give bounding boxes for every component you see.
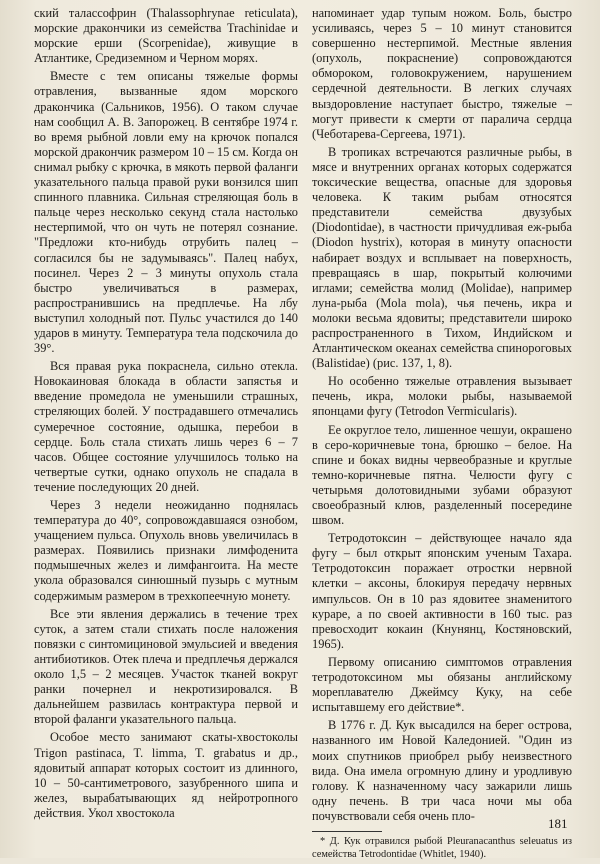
footnote: * Д. Кук отравился рыбой Pleuranacanthus seleuatus из семейства Tetrodontidae (Whitlet, 1940). (312, 835, 572, 860)
paragraph: Тетродотоксин – действующее начало яда фугу – был открыт японским ученым Тахара. Тетродотоксин поражает отростки нервной клетки – аксоны, блокируя передачу нервных импульсов. Он в 10 раз ядовитее знаменитого кураре, а по своей активности в 160 тыс. раз превосходит кокаин (Кнунянц, Костяновский, 1965). (312, 531, 572, 651)
paragraph: Вместе с тем описаны тяжелые формы отравления, вызванные ядом морского дракончика (Сальников, 1956). О таком случае нам сообщил А. В. Запорожец. В сентябре 1974 г. во время рыбной ловли ему на крючок попался морской дракончик размером 10 – 15 см. Когда он снимал рыбку с крючка, в мякоть первой фаланги указательного пальца правой руки вонзился шип спинного плавника. Сильная стреляющая боль в пальце через несколько секунд стала настолько нестерпимой, что он чуть не потерял сознание. "Предложи кто-нибудь отрубить палец – согласился бы не задумываясь". Палец набух, посинел. Через 2 – 3 минуты опухоль стала быстро увеличиваться в размерах, распространившись на предплечье. На лбу выступил холодный пот. Пульс участился до 140 ударов в минуту. Температура тела подскочила до 39°. (34, 69, 298, 356)
paragraph: Ее округлое тело, лишенное чешуи, окрашено в серо-коричневые тона, брюшко – белое. На спине и боках видны червеобразные и круглые темно-коричневые пятна. Челюсти фугу с четырьмя долотовидными зубами образуют своеобразный клюв, разделенный посередине швом. (312, 422, 572, 528)
footnote-divider (312, 831, 382, 832)
paragraph: ский талассофрин (Thalassophrynae reticulata), морские дракончики из семейства Trachinidae и морские ерши (Scorpenidae), живущие в Атлантике, Средиземном и Черном морях. (34, 6, 298, 66)
paragraph: напоминает удар тупым ножом. Боль, быстро усиливаясь, через 5 – 10 минут становится совершенно нестерпимой. Местные явления (опухоль, покраснение) сопровождаются обмороком, головокружением, нарушением сердечной деятельности. В легких случаях выздоровление наступает быстро, тяжелые – могут привести к смерти от паралича сердца (Чеботарева-Сергеева, 1971). (312, 6, 572, 141)
right-column (312, 6, 572, 864)
paragraph: Через 3 недели неожиданно поднялась температура до 40°, сопровождавшаяся ознобом, учащением пульса. Опухоль вновь увеличилась в размерах. Появились признаки лимфоденита подмышечных желез и лимфангоита. На месте укола образовался синюшный пузырь с мутным содержимым размером в трехкопеечную монету. (34, 498, 298, 603)
paragraph: В тропиках встречаются различные рыбы, в мясе и внутренних органах которых содержатся токсические вещества, опасные для здоровья человека. К таким рыбам относятся представители семейства двузубых (Diodontidae), в частности причудливая еж-рыба (Diodon hystrix), которая в минуту опасности набирает воздух и всплывает на поверхность, превращаясь в шар, покрытый колючими иглами; семейства молид (Molidae), например луна-рыба (Mola mola), чья печень, икра и молоки весьма ядовиты; представители широко распространенного в Тихом, Индийском и Атлантическом океанах семейства спинороговых (Balistidae) (рис. 137, 1, 8). (312, 144, 572, 371)
paragraph: Вся правая рука покраснела, сильно отекла. Новокаиновая блокада в области запястья и введение промедола не уменьшили страшных, стреляющих болей. У пострадавшего отмечались сумеречное состояние, одышка, перебои в сердце. Боль стала стихать лишь через 6 – 7 часов. Общее состояние улучшилось только на четвертые сутки, однако опухоль не спадала в течение последующих 20 дней. (34, 359, 298, 494)
paragraph: Первому описанию симптомов отравления тетродотоксином мы обязаны английскому мореплавателю Джеймсу Куку, на себе испытавшему его действие*. (312, 654, 572, 715)
paragraph: Но особенно тяжелые отравления вызывает печень, икра, молоки рыбы, называемой японцами фугу (Tetrodon Vermicularis). (312, 374, 572, 419)
page-number: 181 (548, 816, 568, 831)
paragraph: Особое место занимают скаты-хвостоколы Trigon pastinaca, T. limma, T. grabatus и др., ядовитый аппарат которых состоит из длинного, 10 – 50-сантиметрового, зазубренного шипа и желез, вырабатывающих яд нейротропного действия. Укол хвостокола (34, 730, 298, 820)
paragraph: В 1776 г. Д. Кук высадился на берег острова, названного им Новой Каледонией. "Один из моих спутников приобрел рыбу неизвестного вида. Она имела огромную длину и уродливую голову. К назначенному часу зажарили лишь одну печень. В три часа ночи мы оба почувствовали себя очень пло- (312, 718, 572, 823)
paragraph: Все эти явления держались в течение трех суток, а затем стали стихать после наложения повязки с синтомициновой эмульсией и введения антибиотиков. Отек плеча и предплечья держался около 1,5 – 2 месяцев. Участок тканей вокруг ранки почернел и некротизировался. В дальнейшем развилась контрактура первой и второй фаланги указательного пальца. (34, 606, 298, 727)
left-column (34, 6, 298, 824)
